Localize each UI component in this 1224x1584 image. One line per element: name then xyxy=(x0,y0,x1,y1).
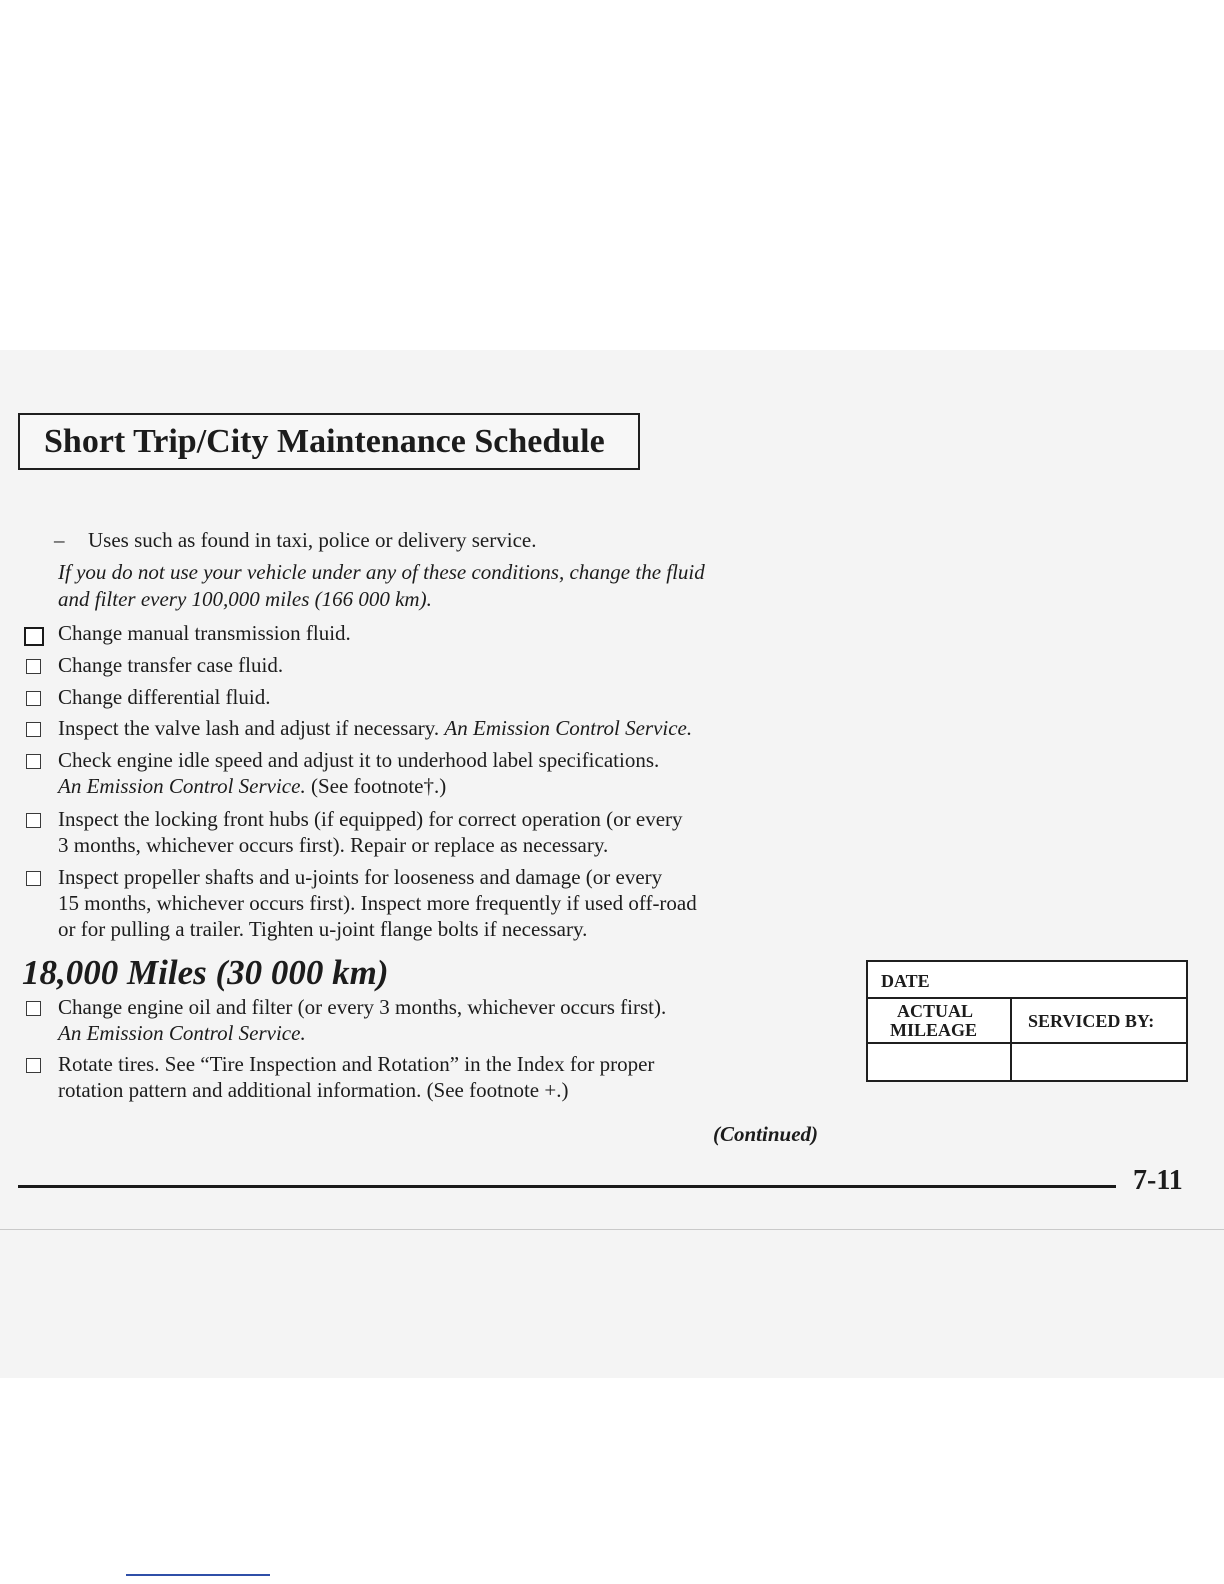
actual-mileage-entry-cell[interactable] xyxy=(868,1044,1010,1080)
checklist-checkbox[interactable] xyxy=(26,1058,41,1073)
checklist-item-text: rotation pattern and additional information. (See footnote +.) xyxy=(58,1078,569,1102)
intro-bullet-text: Uses such as found in taxi, police or delivery service. xyxy=(88,528,537,552)
checklist-item-text: Rotate tires. See “Tire Inspection and Rotation” in the Index for proper xyxy=(58,1052,655,1076)
title-box xyxy=(18,413,640,470)
emission-control-note: An Emission Control Service. xyxy=(58,774,306,798)
service-log-table xyxy=(866,960,1188,1082)
checklist-checkbox[interactable] xyxy=(26,813,41,828)
emission-control-note: An Emission Control Service. xyxy=(444,716,693,740)
checklist-checkbox[interactable] xyxy=(26,691,41,706)
serviced-by-label: SERVICED BY: xyxy=(1028,1011,1155,1031)
checklist-checkbox[interactable] xyxy=(26,871,41,886)
checklist-item-text: Change manual transmission fluid. xyxy=(58,621,351,645)
checklist-item-text: Check engine idle speed and adjust it to underhood label specifications. xyxy=(58,748,660,772)
checklist-checkbox[interactable] xyxy=(26,722,41,737)
bottom-link-underline xyxy=(126,1574,270,1576)
checklist-item-text: Inspect the valve lash and adjust if necessary. xyxy=(58,716,440,740)
checklist-checkbox[interactable] xyxy=(26,659,41,674)
checklist-item-text: 3 months, whichever occurs first). Repair or replace as necessary. xyxy=(58,833,609,857)
table-divider xyxy=(868,997,1186,999)
checklist-item-text: 15 months, whichever occurs first). Inspect more frequently if used off-road xyxy=(58,891,697,915)
checklist-checkbox[interactable] xyxy=(26,754,41,769)
checklist-checkbox[interactable] xyxy=(26,1001,41,1016)
checklist-item-text: Inspect the locking front hubs (if equipped) for correct operation (or every xyxy=(58,807,683,831)
page-title: Short Trip/City Maintenance Schedule xyxy=(44,423,605,460)
page-edge-line xyxy=(0,1229,1224,1230)
checklist-item-text: Change engine oil and filter (or every 3 months, whichever occurs first). xyxy=(58,995,667,1019)
continued-note: (Continued) xyxy=(713,1122,819,1146)
footer-rule xyxy=(18,1185,1116,1188)
checklist-checkbox[interactable] xyxy=(24,627,44,646)
serviced-by-entry-cell[interactable] xyxy=(1012,1044,1186,1080)
checklist-item-line xyxy=(58,715,692,741)
checklist-item-text: Change transfer case fluid. xyxy=(58,653,284,677)
page-number: 7-11 xyxy=(1133,1165,1183,1196)
checklist-item-text: Inspect propeller shafts and u-joints for looseness and damage (or every xyxy=(58,865,663,889)
date-label: DATE xyxy=(881,971,930,991)
actual-mileage-label: ACTUAL xyxy=(897,1001,974,1021)
intro-bullet-dash: – xyxy=(54,528,65,552)
actual-mileage-label: MILEAGE xyxy=(890,1020,978,1040)
emission-control-note: An Emission Control Service. xyxy=(58,1021,306,1045)
intro-note-line-1: If you do not use your vehicle under any of these conditions, change the fluid xyxy=(58,560,705,584)
intro-note-line-2: and filter every 100,000 miles (166 000 km). xyxy=(58,587,432,611)
checklist-item-line xyxy=(58,773,446,799)
footnote-reference: (See footnote†.) xyxy=(310,774,447,798)
checklist-item-text: or for pulling a trailer. Tighten u-joint flange bolts if necessary. xyxy=(58,917,588,941)
checklist-item-text: Change differential fluid. xyxy=(58,685,271,709)
section-heading-18000-miles: 18,000 Miles (30 000 km) xyxy=(22,953,389,992)
